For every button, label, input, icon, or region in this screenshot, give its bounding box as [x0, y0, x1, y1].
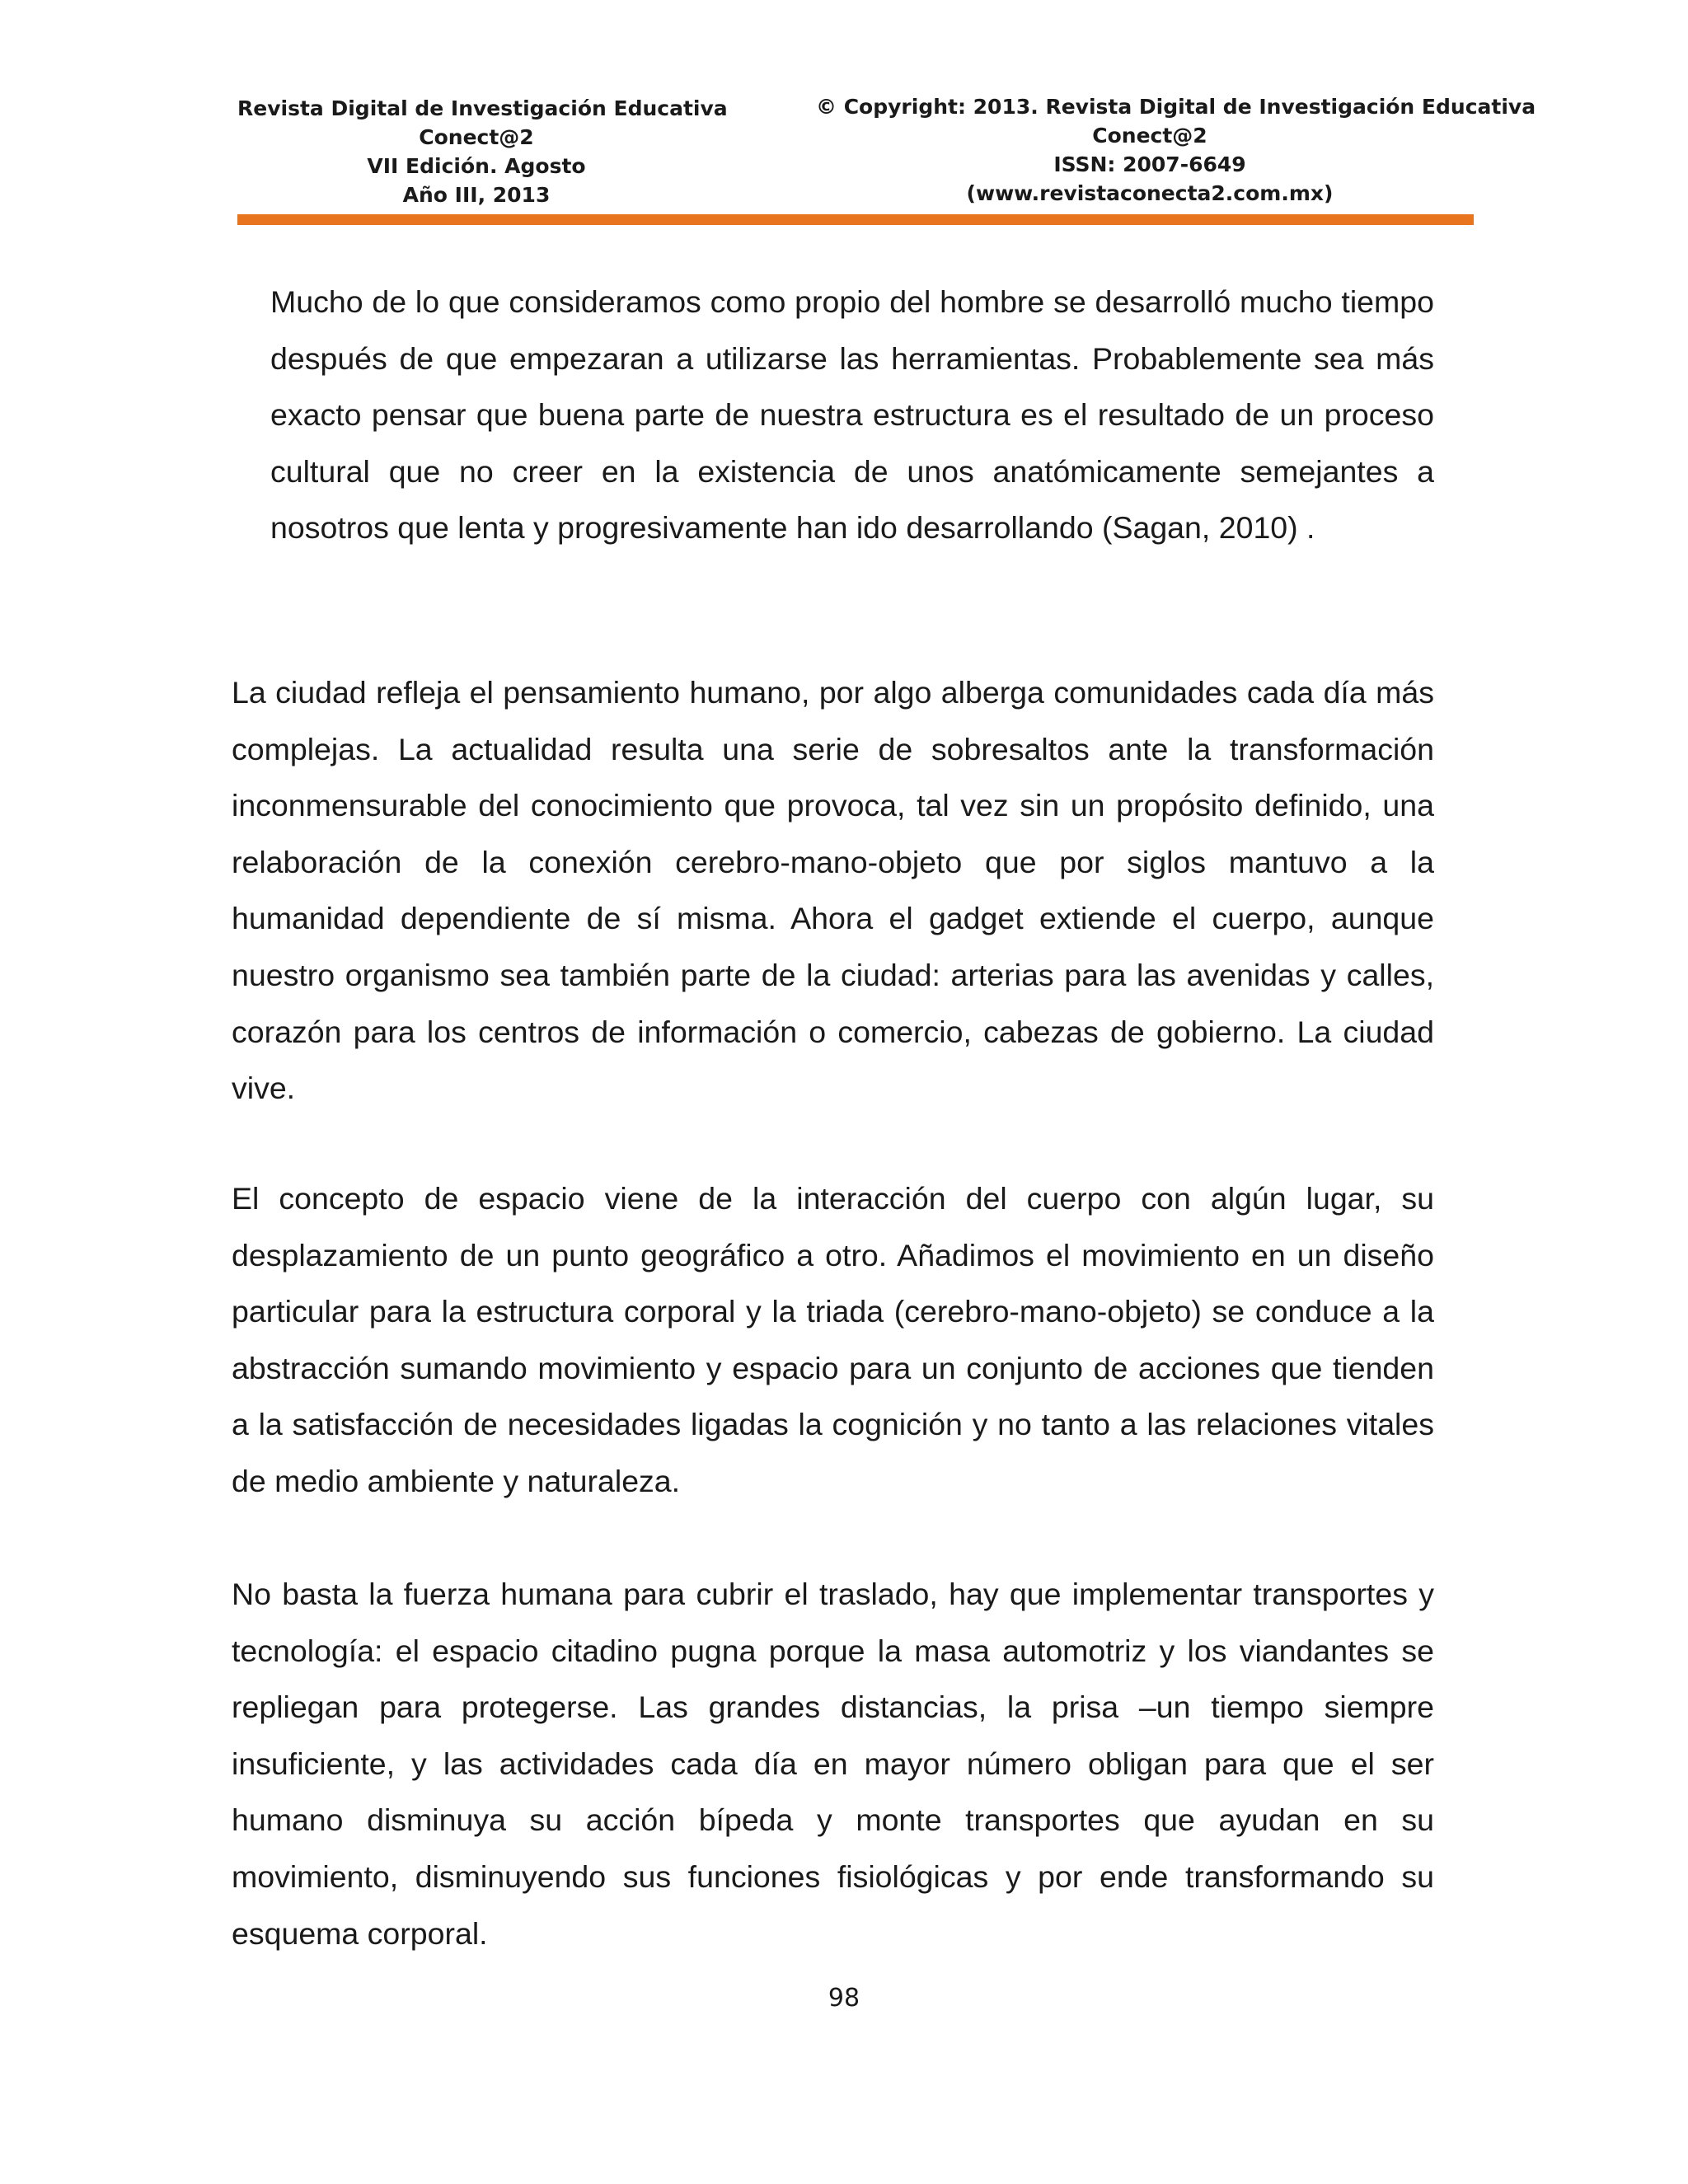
copyright-journal-name: Conect@2: [1092, 124, 1207, 148]
header-divider: [237, 214, 1474, 225]
copyright-notice: © Copyright: 2013. Revista Digital de Investigación Educativa: [816, 95, 1536, 119]
year-label: Año III, 2013: [402, 183, 551, 207]
journal-header-left: [237, 94, 728, 209]
journal-header-right: [816, 92, 1536, 208]
edition-label: VII Edición. Agosto: [367, 154, 586, 178]
body-paragraph-1: La ciudad refleja el pensamiento humano, por algo alberga comunidades cada día más complejas. La actualidad resulta una serie de sobresaltos ante la transformación inconmensurable del conocimiento que provoca, tal vez sin un propósito definido, una relaboración de la conexión cerebro-mano-objeto que por siglos mantuvo a la humanidad dependiente de sí misma. Ahora el gadget extiende el cuerpo, aunque nuestro organismo sea también parte de la ciudad: arterias para las avenidas y calles, corazón para los centros de información o comercio, cabezas de gobierno. La ciudad vive.: [232, 675, 1434, 1106]
journal-name: Conect@2: [419, 125, 534, 149]
block-quote: Mucho de lo que consideramos como propio del hombre se desarrolló mucho tiempo después de que empezaran a utilizarse las herramientas. Probablemente sea más exacto pensar que buena parte de nuestra estructura es el resultado de un proceso cultural que no creer en la existencia de unos anatómicamente semejantes a nosotros que lenta y progresivamente han ido desarrollando (Sagan, 2010) .: [270, 284, 1434, 546]
website-url: (www.revistaconecta2.com.mx): [966, 181, 1334, 205]
body-paragraph-3: No basta la fuerza humana para cubrir el traslado, hay que implementar transportes y tecnología: el espacio citadino pugna porque la masa automotriz y los viandantes se repliegan para protegerse. Las grandes distancias, la prisa –un tiempo siempre insuficiente, y las actividades cada día en mayor número obligan para que el ser humano disminuya su acción bípeda y monte transportes que ayudan en su movimiento, disminuyendo sus funciones fisiológicas y por ende transformando su esquema corporal.: [232, 1577, 1434, 1951]
page-number: 98: [828, 1984, 860, 2013]
issn-label: ISSN: 2007-6649: [1053, 152, 1246, 176]
journal-title: Revista Digital de Investigación Educativa: [237, 96, 728, 120]
body-paragraph-2: El concepto de espacio viene de la interacción del cuerpo con algún lugar, su desplazamiento de un punto geográfico a otro. Añadimos el movimiento en un diseño particular para la estructura corporal y la triada (cerebro-mano-objeto) se conduce a la abstracción sumando movimiento y espacio para un conjunto de acciones que tienden a la satisfacción de necesidades ligadas la cognición y no tanto a las relaciones vitales de medio ambiente y naturaleza.: [232, 1181, 1434, 1498]
